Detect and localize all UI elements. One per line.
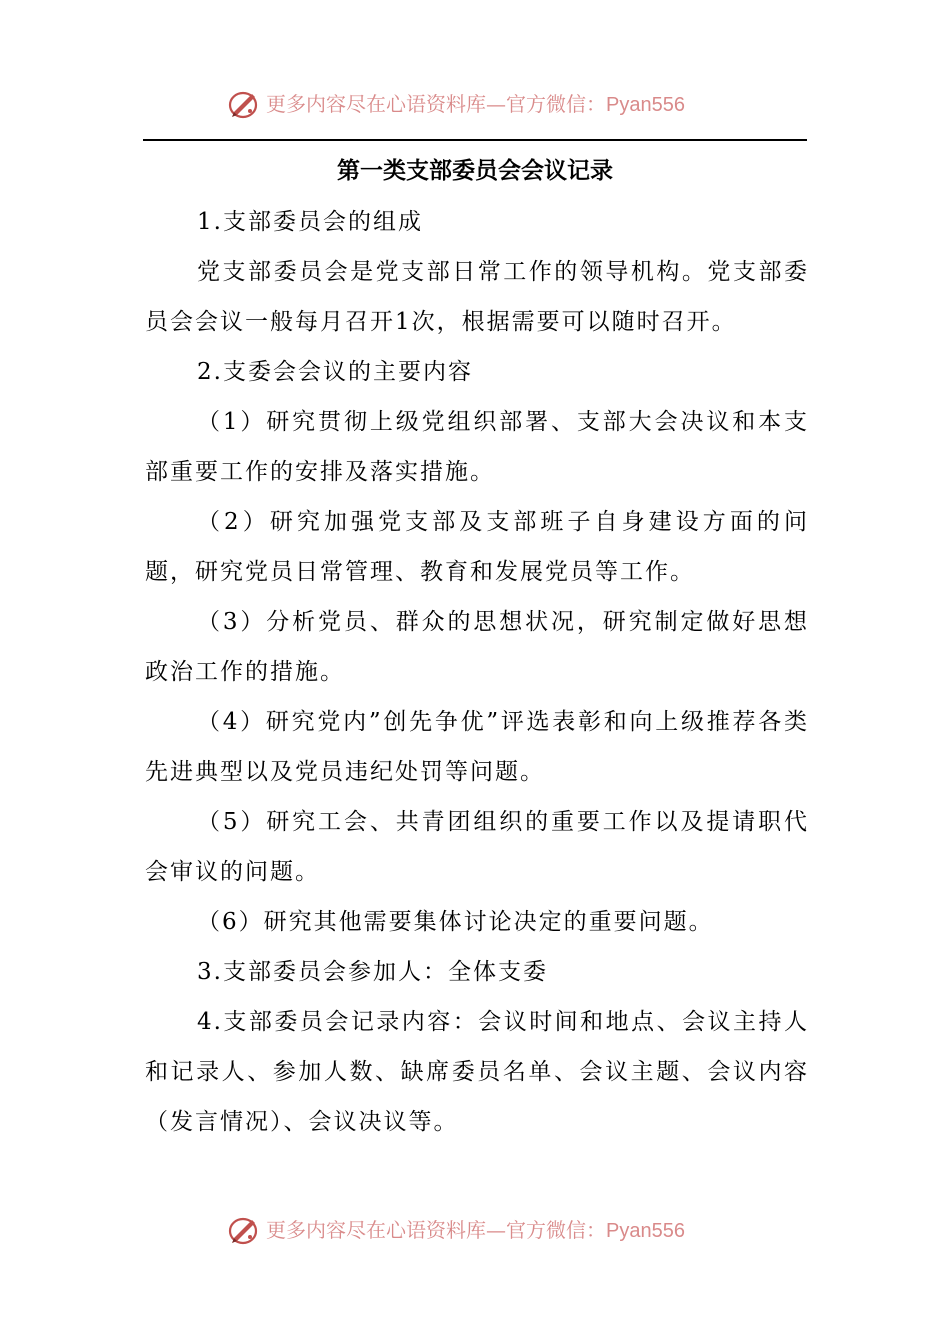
list-item-6: （6）研究其他需要集体讨论决定的重要问题。 (197, 909, 714, 935)
heading-participants: 3.支部委员会参加人：全体支委 (197, 959, 548, 985)
watermark-wechat-id: Pyan556 (606, 94, 685, 116)
watermark-text (266, 1216, 685, 1245)
header-watermark-banner (0, 84, 950, 124)
list-item-3: （3）分析党员、群众的思想状况，研究制定做好思想政治工作的措施。 (145, 609, 809, 685)
list-item-4: （4）研究党内”创先争优”评选表彰和向上级推荐各类先进典型以及党员违纪处罚等问题。 (145, 709, 809, 785)
header-rule (143, 139, 807, 141)
list-item-2: （2）研究加强党支部及支部班子自身建设方面的问题，研究党员日常管理、教育和发展党员等工作。 (145, 509, 809, 585)
watermark-text (266, 90, 685, 119)
watermark-text-zh: 更多内容尽在心语资料库—官方微信： (266, 1218, 606, 1242)
heading-composition: 1.支部委员会的组成 (197, 209, 423, 235)
paragraph-composition: 党支部委员会是党支部日常工作的领导机构。党支部委员会会议一般每月召开1次，根据需要可以随时召开。 (145, 259, 809, 335)
heading-record-content: 4.支部委员会记录内容：会议时间和地点、会议主持人和记录人、参加人数、缺席委员名单、会议主题、会议内容（发言情况）、会议决议等。 (145, 1009, 809, 1135)
pen-logo-icon (226, 1212, 262, 1248)
heading-main-content: 2.支委会会议的主要内容 (197, 359, 473, 385)
document-body (145, 197, 809, 1147)
list-item-1: （1）研究贯彻上级党组织部署、支部大会决议和本支部重要工作的安排及落实措施。 (145, 409, 809, 485)
document-title: 第一类支部委员会会议记录 (337, 158, 613, 184)
watermark-text-zh: 更多内容尽在心语资料库—官方微信： (266, 92, 606, 116)
list-item-5: （5）研究工会、共青团组织的重要工作以及提请职代会审议的问题。 (145, 809, 809, 885)
pen-logo-icon (226, 86, 262, 122)
watermark-wechat-id: Pyan556 (606, 1220, 685, 1242)
footer-watermark-banner (0, 1210, 950, 1250)
